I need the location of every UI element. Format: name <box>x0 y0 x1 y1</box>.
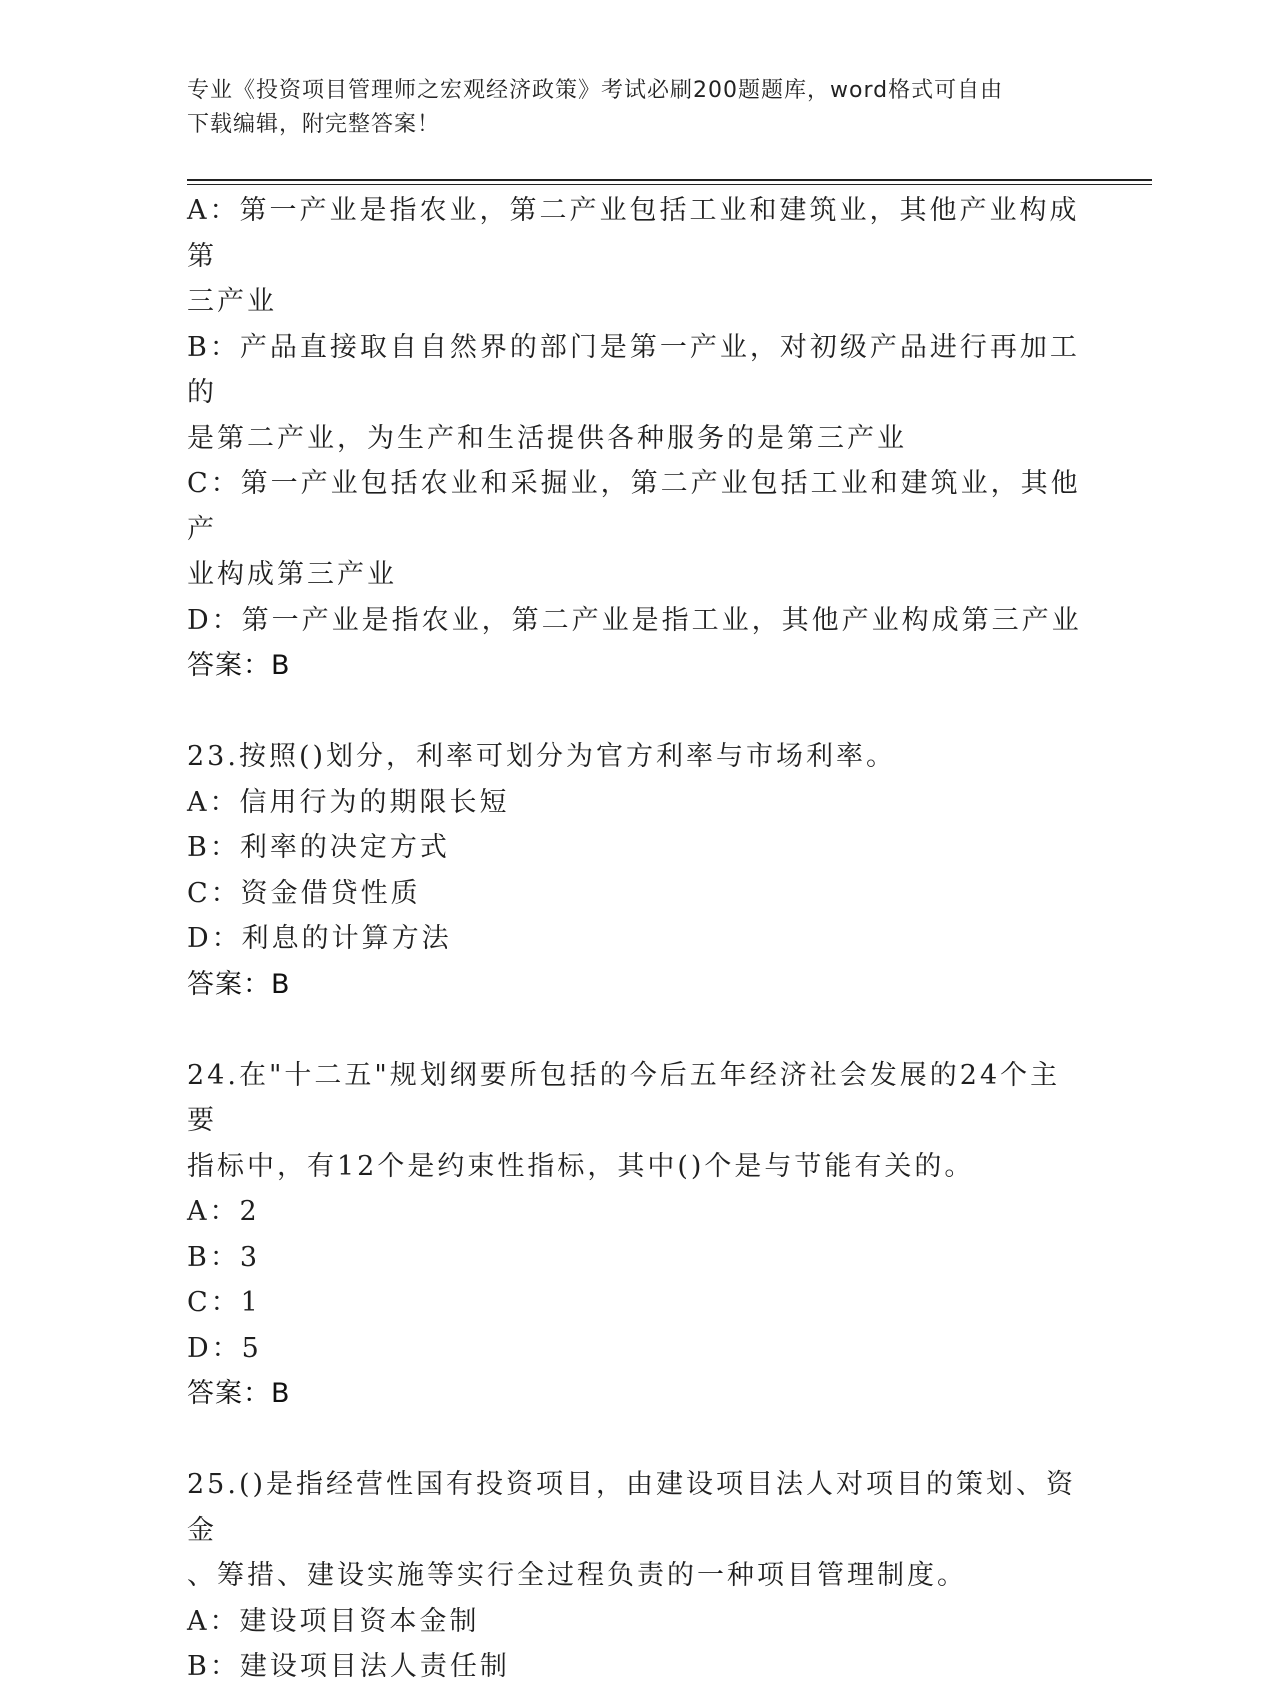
header-line-2: 下载编辑，附完整答案！ <box>187 112 441 137</box>
question-23-block <box>187 734 1087 1007</box>
question-stem-line-2: 、筹措、建设实施等实行全过程负责的一种项目管理制度。 <box>187 1560 967 1591</box>
option-b: B：建设项目法人责任制 <box>187 1651 510 1682</box>
option-a: A：信用行为的期限长短 <box>187 786 510 818</box>
question-stem-line-1: 25.()是指经营性国有投资项目，由建设项目法人对项目的策划、资金 <box>187 1469 1077 1546</box>
spacer <box>187 1417 1087 1463</box>
document-header <box>187 74 1067 142</box>
option-b: B：3 <box>187 1241 261 1273</box>
option-c: C：1 <box>187 1287 261 1318</box>
question-content <box>187 188 1087 1690</box>
option-c-line-2: 业构成第三产业 <box>187 559 397 590</box>
question-stem: 23.按照()划分，利率可划分为官方利率与市场利率。 <box>187 741 897 772</box>
option-d: D：5 <box>187 1332 262 1364</box>
header-divider-thick <box>187 179 1152 181</box>
answer-label: 答案：B <box>187 968 291 1000</box>
option-d: D：利息的计算方法 <box>187 923 452 954</box>
header-line-1: 专业《投资项目管理师之宏观经济政策》考试必刷200题题库，word格式可自由 <box>187 78 1004 103</box>
option-c-line-1: C：第一产业包括农业和采掘业，第二产业包括工业和建筑业，其他产 <box>187 468 1081 545</box>
question-stem-line-1: 24.在"十二五"规划纲要所包括的今后五年经济社会发展的24个主要 <box>187 1059 1061 1136</box>
answer-label: 答案：B <box>187 650 291 681</box>
option-a: A：建设项目资本金制 <box>187 1605 480 1637</box>
option-b: B：利率的决定方式 <box>187 832 450 863</box>
question-24-block <box>187 1053 1087 1417</box>
option-a: A：2 <box>187 1196 260 1227</box>
option-c: C：资金借贷性质 <box>187 877 421 909</box>
option-d: D：第一产业是指农业，第二产业是指工业，其他产业构成第三产业 <box>187 604 1082 636</box>
option-b-line-1: B：产品直接取自自然界的部门是第一产业，对初级产品进行再加工的 <box>187 331 1080 408</box>
option-a-line-2: 三产业 <box>187 286 277 317</box>
spacer <box>187 689 1087 735</box>
answer-label: 答案：B <box>187 1378 291 1409</box>
option-a-line-1: A：第一产业是指农业，第二产业包括工业和建筑业，其他产业构成第 <box>187 195 1080 272</box>
question-25-block <box>187 1462 1087 1690</box>
question-stem-line-2: 指标中，有12个是约束性指标，其中()个是与节能有关的。 <box>187 1150 975 1182</box>
header-divider-thin <box>187 184 1152 185</box>
option-b-line-2: 是第二产业，为生产和生活提供各种服务的是第三产业 <box>187 422 907 454</box>
question-22-block <box>187 188 1087 689</box>
spacer <box>187 1007 1087 1053</box>
